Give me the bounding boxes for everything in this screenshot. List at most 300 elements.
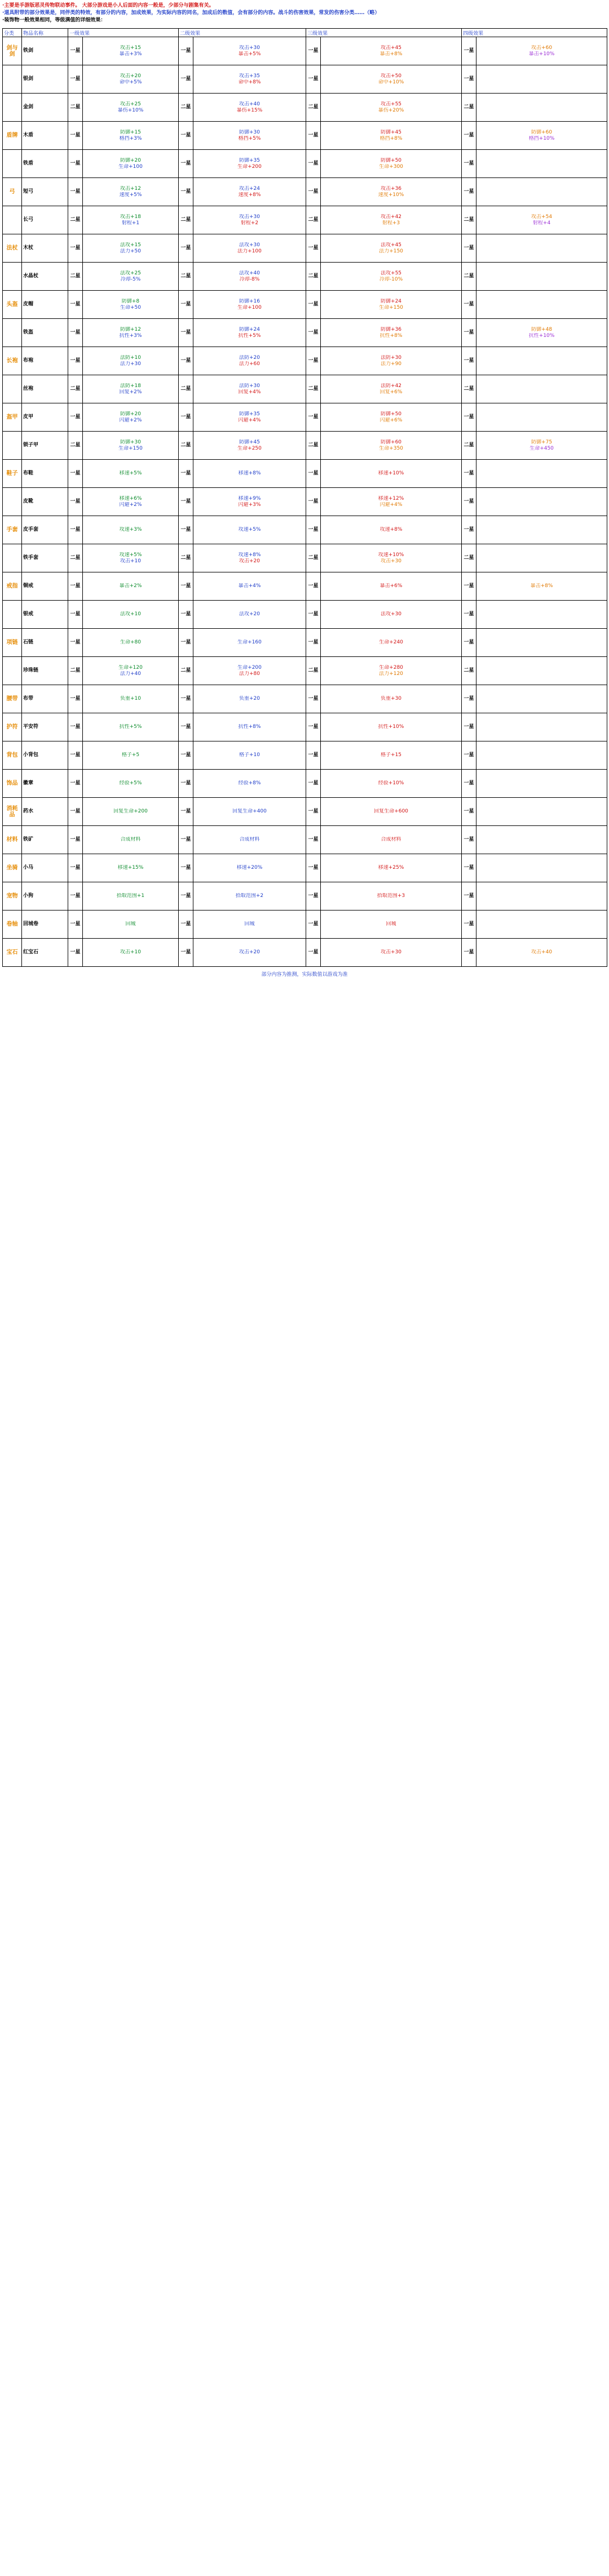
category-cell: 材料 <box>3 826 22 854</box>
level-cell: 一星 <box>68 178 83 206</box>
item-name-cell: 铁手套 <box>22 544 68 572</box>
level-cell: 一星 <box>68 319 83 347</box>
effect-line: 抗性+8% <box>379 332 403 339</box>
effect-line: 防御+30 <box>120 439 141 445</box>
effect-line: 法防+42 <box>381 383 402 389</box>
effect-line: 回复生命+400 <box>232 809 267 814</box>
item-name-cell: 铁盔 <box>22 319 68 347</box>
effect-line: 合成材料 <box>239 837 260 842</box>
table-row <box>3 601 607 629</box>
effect-cell <box>321 432 462 460</box>
level-cell: 一星 <box>68 65 83 94</box>
effect-line: 防御+24 <box>239 326 261 332</box>
effect-cell <box>193 882 306 911</box>
effect-cell <box>321 741 462 770</box>
effect-cell <box>83 291 179 319</box>
effect-cell <box>321 516 462 544</box>
level-cell: 一星 <box>68 939 83 967</box>
category-cell: 宠物 <box>3 882 22 911</box>
effect-cell <box>476 685 607 713</box>
effect-cell <box>83 375 179 403</box>
table-row <box>3 741 607 770</box>
effect-line: 攻速+5% <box>238 527 261 532</box>
effect-cell <box>476 178 607 206</box>
effect-cell <box>83 403 179 432</box>
note-line: ·装饰物一般效果相同，等级满值的详细效果： <box>2 17 106 23</box>
effect-line: 防御+12 <box>120 326 141 332</box>
effect-line: 生命+100 <box>118 163 143 170</box>
effect-line: 防御+50 <box>381 157 402 163</box>
effect-line: 防御+50 <box>381 411 402 417</box>
level-cell: 二星 <box>179 657 193 685</box>
effect-cell <box>321 629 462 657</box>
table-row <box>3 178 607 206</box>
table-row <box>3 65 607 94</box>
effect-line: 拾取范围+1 <box>116 893 145 899</box>
level-cell: 一星 <box>306 798 321 826</box>
effect-cell <box>476 657 607 685</box>
effect-line: 攻击+30 <box>239 214 261 220</box>
effect-line: 暴伤+15% <box>236 107 263 113</box>
effect-line: 法攻+55 <box>381 270 402 276</box>
effect-cell <box>193 713 306 741</box>
level-cell: 二星 <box>462 375 476 403</box>
effect-cell <box>193 94 306 122</box>
level-cell: 二星 <box>68 206 83 234</box>
table-row <box>3 94 607 122</box>
level-cell: 一星 <box>306 911 321 939</box>
item-name-cell: 布鞋 <box>22 460 68 488</box>
level-cell: 一星 <box>306 713 321 741</box>
effect-line: 法攻+30 <box>381 611 402 617</box>
category-cell: 饰品 <box>3 770 22 798</box>
effect-line: 暴击+4% <box>238 583 261 589</box>
level-cell: 二星 <box>68 432 83 460</box>
effect-cell <box>83 488 179 516</box>
effect-cell <box>476 826 607 854</box>
effect-cell <box>476 854 607 882</box>
level-cell: 一星 <box>306 460 321 488</box>
effect-cell <box>193 488 306 516</box>
effect-cell <box>476 741 607 770</box>
effect-line: 防御+60 <box>381 439 402 445</box>
category-cell: 弓 <box>3 178 22 206</box>
effect-line: 防御+45 <box>381 129 402 135</box>
category-cell: 鞋子 <box>3 460 22 488</box>
effect-cell <box>476 939 607 967</box>
effect-line: 暴击+2% <box>119 583 142 589</box>
effect-cell <box>321 826 462 854</box>
effect-line: 生命+50 <box>120 304 141 310</box>
level-cell: 一星 <box>306 37 321 65</box>
effect-cell <box>321 882 462 911</box>
effect-line: 暴击+3% <box>119 51 142 57</box>
category-cell <box>3 432 22 460</box>
effect-line: 生命+350 <box>379 445 403 451</box>
effect-line: 回城 <box>125 921 136 927</box>
effect-cell <box>193 65 306 94</box>
category-cell <box>3 150 22 178</box>
effect-line: 攻击+36 <box>381 185 402 192</box>
category-cell <box>3 319 22 347</box>
effect-line: 经验+5% <box>119 780 142 786</box>
table-row <box>3 432 607 460</box>
level-cell: 一星 <box>306 347 321 375</box>
level-cell: 一星 <box>462 403 476 432</box>
level-cell: 一星 <box>68 713 83 741</box>
effect-line: 移速+10% <box>378 470 404 476</box>
notes-block <box>2 2 607 24</box>
level-cell: 一星 <box>462 685 476 713</box>
table-row <box>3 206 607 234</box>
category-cell: 腰带 <box>3 685 22 713</box>
category-cell: 手套 <box>3 516 22 544</box>
effect-cell <box>321 291 462 319</box>
effect-cell <box>193 629 306 657</box>
table-row <box>3 460 607 488</box>
effect-cell <box>193 854 306 882</box>
effect-line: 回复生命+600 <box>374 809 408 814</box>
effect-line: 法攻+45 <box>381 242 402 248</box>
effect-cell <box>476 488 607 516</box>
table-header-row <box>3 29 607 37</box>
effect-cell <box>321 122 462 150</box>
effect-line: 回复+4% <box>238 389 261 395</box>
effect-line: 移速+6% <box>119 495 142 501</box>
effect-cell <box>321 939 462 967</box>
effect-line: 合成材料 <box>120 837 141 842</box>
effect-line: 攻速+3% <box>119 527 142 532</box>
effect-cell <box>321 601 462 629</box>
table-row <box>3 122 607 150</box>
effect-cell <box>321 685 462 713</box>
level-cell: 一星 <box>68 629 83 657</box>
effect-line: 防御+8 <box>121 298 140 304</box>
table-row <box>3 319 607 347</box>
level-cell: 一星 <box>306 601 321 629</box>
level-cell: 一星 <box>68 798 83 826</box>
level-cell: 一星 <box>306 403 321 432</box>
level-cell: 一星 <box>68 234 83 263</box>
effect-line: 法力+60 <box>239 361 261 367</box>
effect-cell <box>476 347 607 375</box>
effect-line: 攻击+30 <box>381 558 402 564</box>
effect-cell <box>193 798 306 826</box>
effect-line: 移速+25% <box>378 865 404 870</box>
level-cell: 一星 <box>306 854 321 882</box>
effect-cell <box>83 94 179 122</box>
effect-line: 冷却-8% <box>239 276 260 282</box>
table-row <box>3 375 607 403</box>
effect-line: 拾取范围+3 <box>377 893 405 899</box>
effect-line: 生命+150 <box>379 304 403 310</box>
effect-cell <box>193 347 306 375</box>
item-name-cell: 药水 <box>22 798 68 826</box>
effect-line: 抗性+5% <box>238 332 261 339</box>
level-cell: 一星 <box>306 488 321 516</box>
effect-line: 攻击+15 <box>120 45 141 51</box>
effect-cell <box>476 37 607 65</box>
effect-line: 法攻+15 <box>120 242 141 248</box>
item-name-cell: 皮帽 <box>22 291 68 319</box>
effect-line: 法防+20 <box>239 354 261 361</box>
item-name-cell: 金剑 <box>22 94 68 122</box>
effect-line: 命中+5% <box>119 79 142 85</box>
effect-cell <box>476 911 607 939</box>
level-cell: 一星 <box>68 150 83 178</box>
level-cell: 一星 <box>179 713 193 741</box>
effect-cell <box>321 657 462 685</box>
effect-cell <box>476 601 607 629</box>
effect-cell <box>193 206 306 234</box>
effect-cell <box>83 629 179 657</box>
effect-line: 闪避+4% <box>379 501 403 508</box>
level-cell: 一星 <box>462 854 476 882</box>
level-cell: 一星 <box>68 741 83 770</box>
table-row <box>3 516 607 544</box>
effect-cell <box>321 798 462 826</box>
effect-cell <box>193 657 306 685</box>
effect-line: 法力+120 <box>379 670 403 677</box>
table-row <box>3 798 607 826</box>
level-cell: 一星 <box>179 234 193 263</box>
effect-line: 防御+48 <box>531 326 553 332</box>
effect-line: 防御+35 <box>239 157 261 163</box>
level-cell: 二星 <box>306 94 321 122</box>
level-cell: 二星 <box>179 94 193 122</box>
effect-cell <box>321 488 462 516</box>
effect-line: 格子+15 <box>381 752 402 758</box>
effect-cell <box>476 544 607 572</box>
effect-cell <box>476 150 607 178</box>
item-effects-table <box>2 28 607 967</box>
level-cell: 一星 <box>462 488 476 516</box>
effect-cell <box>83 263 179 291</box>
level-cell: 一星 <box>462 347 476 375</box>
level-cell: 一星 <box>179 319 193 347</box>
effect-line: 防御+20 <box>120 411 141 417</box>
level-cell: 一星 <box>179 488 193 516</box>
item-name-cell: 短弓 <box>22 178 68 206</box>
level-cell: 一星 <box>306 65 321 94</box>
level-cell: 一星 <box>179 911 193 939</box>
item-name-cell: 银剑 <box>22 65 68 94</box>
effect-line: 防御+45 <box>239 439 261 445</box>
effect-line: 拾取范围+2 <box>235 893 264 899</box>
effect-line: 攻击+30 <box>239 45 261 51</box>
level-cell: 二星 <box>462 94 476 122</box>
level-cell: 二星 <box>462 544 476 572</box>
level-cell: 二星 <box>306 263 321 291</box>
level-cell: 一星 <box>462 291 476 319</box>
effect-line: 暴击+5% <box>238 51 261 57</box>
effect-cell <box>83 516 179 544</box>
category-cell: 盾牌 <box>3 122 22 150</box>
category-cell <box>3 94 22 122</box>
effect-line: 暴伤+20% <box>378 107 404 113</box>
category-cell: 卷轴 <box>3 911 22 939</box>
level-cell: 一星 <box>68 882 83 911</box>
effect-line: 攻击+55 <box>381 101 402 107</box>
effect-line: 生命+120 <box>118 664 143 670</box>
effect-cell <box>83 770 179 798</box>
effect-line: 射程+2 <box>240 220 259 226</box>
table-row <box>3 939 607 967</box>
item-name-cell: 小狗 <box>22 882 68 911</box>
level-cell: 一星 <box>179 798 193 826</box>
item-name-cell: 铁剑 <box>22 37 68 65</box>
effect-line: 闪避+2% <box>119 417 142 423</box>
effect-line: 负重+10 <box>120 696 141 701</box>
level-cell: 一星 <box>68 826 83 854</box>
level-cell: 二星 <box>462 206 476 234</box>
level-cell: 一星 <box>306 319 321 347</box>
effect-cell <box>193 375 306 403</box>
table-row <box>3 657 607 685</box>
table-body <box>3 37 607 967</box>
effect-cell <box>321 460 462 488</box>
effect-cell <box>193 291 306 319</box>
header-effect-4: 四级效果 <box>462 29 607 37</box>
effect-line: 暴击+8% <box>379 51 403 57</box>
effect-line: 法防+10 <box>120 354 141 361</box>
effect-line: 攻击+25 <box>120 101 141 107</box>
item-name-cell: 皮手套 <box>22 516 68 544</box>
effect-cell <box>193 741 306 770</box>
effect-cell <box>321 263 462 291</box>
item-name-cell: 小背包 <box>22 741 68 770</box>
effect-line: 生命+250 <box>237 445 262 451</box>
level-cell: 一星 <box>306 939 321 967</box>
effect-line: 闪避+3% <box>238 501 261 508</box>
effect-cell <box>193 263 306 291</box>
effect-line: 防御+24 <box>381 298 402 304</box>
item-name-cell: 布袍 <box>22 347 68 375</box>
item-name-cell: 木杖 <box>22 234 68 263</box>
effect-cell <box>476 770 607 798</box>
effect-cell <box>321 37 462 65</box>
effect-line: 攻速+8% <box>238 552 261 558</box>
effect-line: 格子+5 <box>121 752 140 758</box>
effect-line: 抗性+10% <box>528 332 555 339</box>
table-row <box>3 713 607 741</box>
level-cell: 一星 <box>462 319 476 347</box>
header-effect-3: 三级效果 <box>306 29 462 37</box>
effect-line: 生命+200 <box>237 664 262 670</box>
level-cell: 一星 <box>306 150 321 178</box>
effect-line: 射程+1 <box>121 220 140 226</box>
effect-line: 暴击+10% <box>528 51 555 57</box>
level-cell: 一星 <box>462 572 476 601</box>
effect-line: 负重+20 <box>239 696 261 701</box>
header-category: 分类 <box>3 29 22 37</box>
effect-line: 法攻+25 <box>120 270 141 276</box>
effect-line: 命中+8% <box>238 79 261 85</box>
category-cell <box>3 601 22 629</box>
effect-cell <box>321 319 462 347</box>
item-name-cell: 长弓 <box>22 206 68 234</box>
level-cell: 二星 <box>462 432 476 460</box>
effect-cell <box>193 685 306 713</box>
level-cell: 一星 <box>179 939 193 967</box>
effect-line: 攻击+42 <box>381 214 402 220</box>
level-cell: 一星 <box>306 178 321 206</box>
effect-line: 格挡+3% <box>119 135 142 141</box>
table-row <box>3 291 607 319</box>
effect-cell <box>193 939 306 967</box>
category-cell: 盔甲 <box>3 403 22 432</box>
effect-cell <box>193 601 306 629</box>
level-cell: 一星 <box>179 403 193 432</box>
effect-cell <box>83 37 179 65</box>
category-cell: 坐骑 <box>3 854 22 882</box>
effect-line: 生命+280 <box>379 664 403 670</box>
effect-cell <box>83 122 179 150</box>
effect-line: 法力+30 <box>120 361 141 367</box>
level-cell: 一星 <box>462 882 476 911</box>
effect-cell <box>476 460 607 488</box>
table-row <box>3 488 607 516</box>
level-cell: 二星 <box>179 375 193 403</box>
level-cell: 二星 <box>306 432 321 460</box>
level-cell: 一星 <box>462 601 476 629</box>
item-name-cell: 红宝石 <box>22 939 68 967</box>
effect-line: 法力+90 <box>381 361 402 367</box>
category-cell <box>3 544 22 572</box>
effect-line: 生命+240 <box>379 639 403 645</box>
level-cell: 一星 <box>462 37 476 65</box>
effect-cell <box>476 206 607 234</box>
item-name-cell: 铁盾 <box>22 150 68 178</box>
table-row <box>3 685 607 713</box>
effect-line: 攻速+10% <box>378 552 404 558</box>
effect-cell <box>321 911 462 939</box>
level-cell: 一星 <box>179 65 193 94</box>
table-row <box>3 150 607 178</box>
effect-cell <box>476 122 607 150</box>
effect-cell <box>321 572 462 601</box>
level-cell: 一星 <box>179 347 193 375</box>
category-cell: 消耗品 <box>3 798 22 826</box>
table-row <box>3 37 607 65</box>
item-name-cell: 皮甲 <box>22 403 68 432</box>
level-cell: 一星 <box>306 882 321 911</box>
effect-cell <box>476 291 607 319</box>
level-cell: 一星 <box>306 741 321 770</box>
level-cell: 一星 <box>68 122 83 150</box>
effect-cell <box>83 939 179 967</box>
table-row <box>3 234 607 263</box>
effect-line: 法力+100 <box>237 248 262 254</box>
level-cell: 二星 <box>179 263 193 291</box>
effect-line: 攻击+35 <box>239 73 261 79</box>
effect-line: 移速+12% <box>378 495 404 501</box>
level-cell: 一星 <box>462 911 476 939</box>
effect-cell <box>321 65 462 94</box>
level-cell: 二星 <box>306 544 321 572</box>
effect-line: 生命+160 <box>237 639 262 645</box>
effect-line: 防御+75 <box>531 439 553 445</box>
effect-cell <box>321 854 462 882</box>
category-cell <box>3 206 22 234</box>
category-cell <box>3 375 22 403</box>
category-cell <box>3 65 22 94</box>
effect-cell <box>83 572 179 601</box>
effect-line: 回复+6% <box>379 389 403 395</box>
effect-line: 抗性+10% <box>378 724 404 730</box>
effect-line: 法攻+30 <box>239 242 261 248</box>
effect-line: 暴伤+10% <box>117 107 144 113</box>
